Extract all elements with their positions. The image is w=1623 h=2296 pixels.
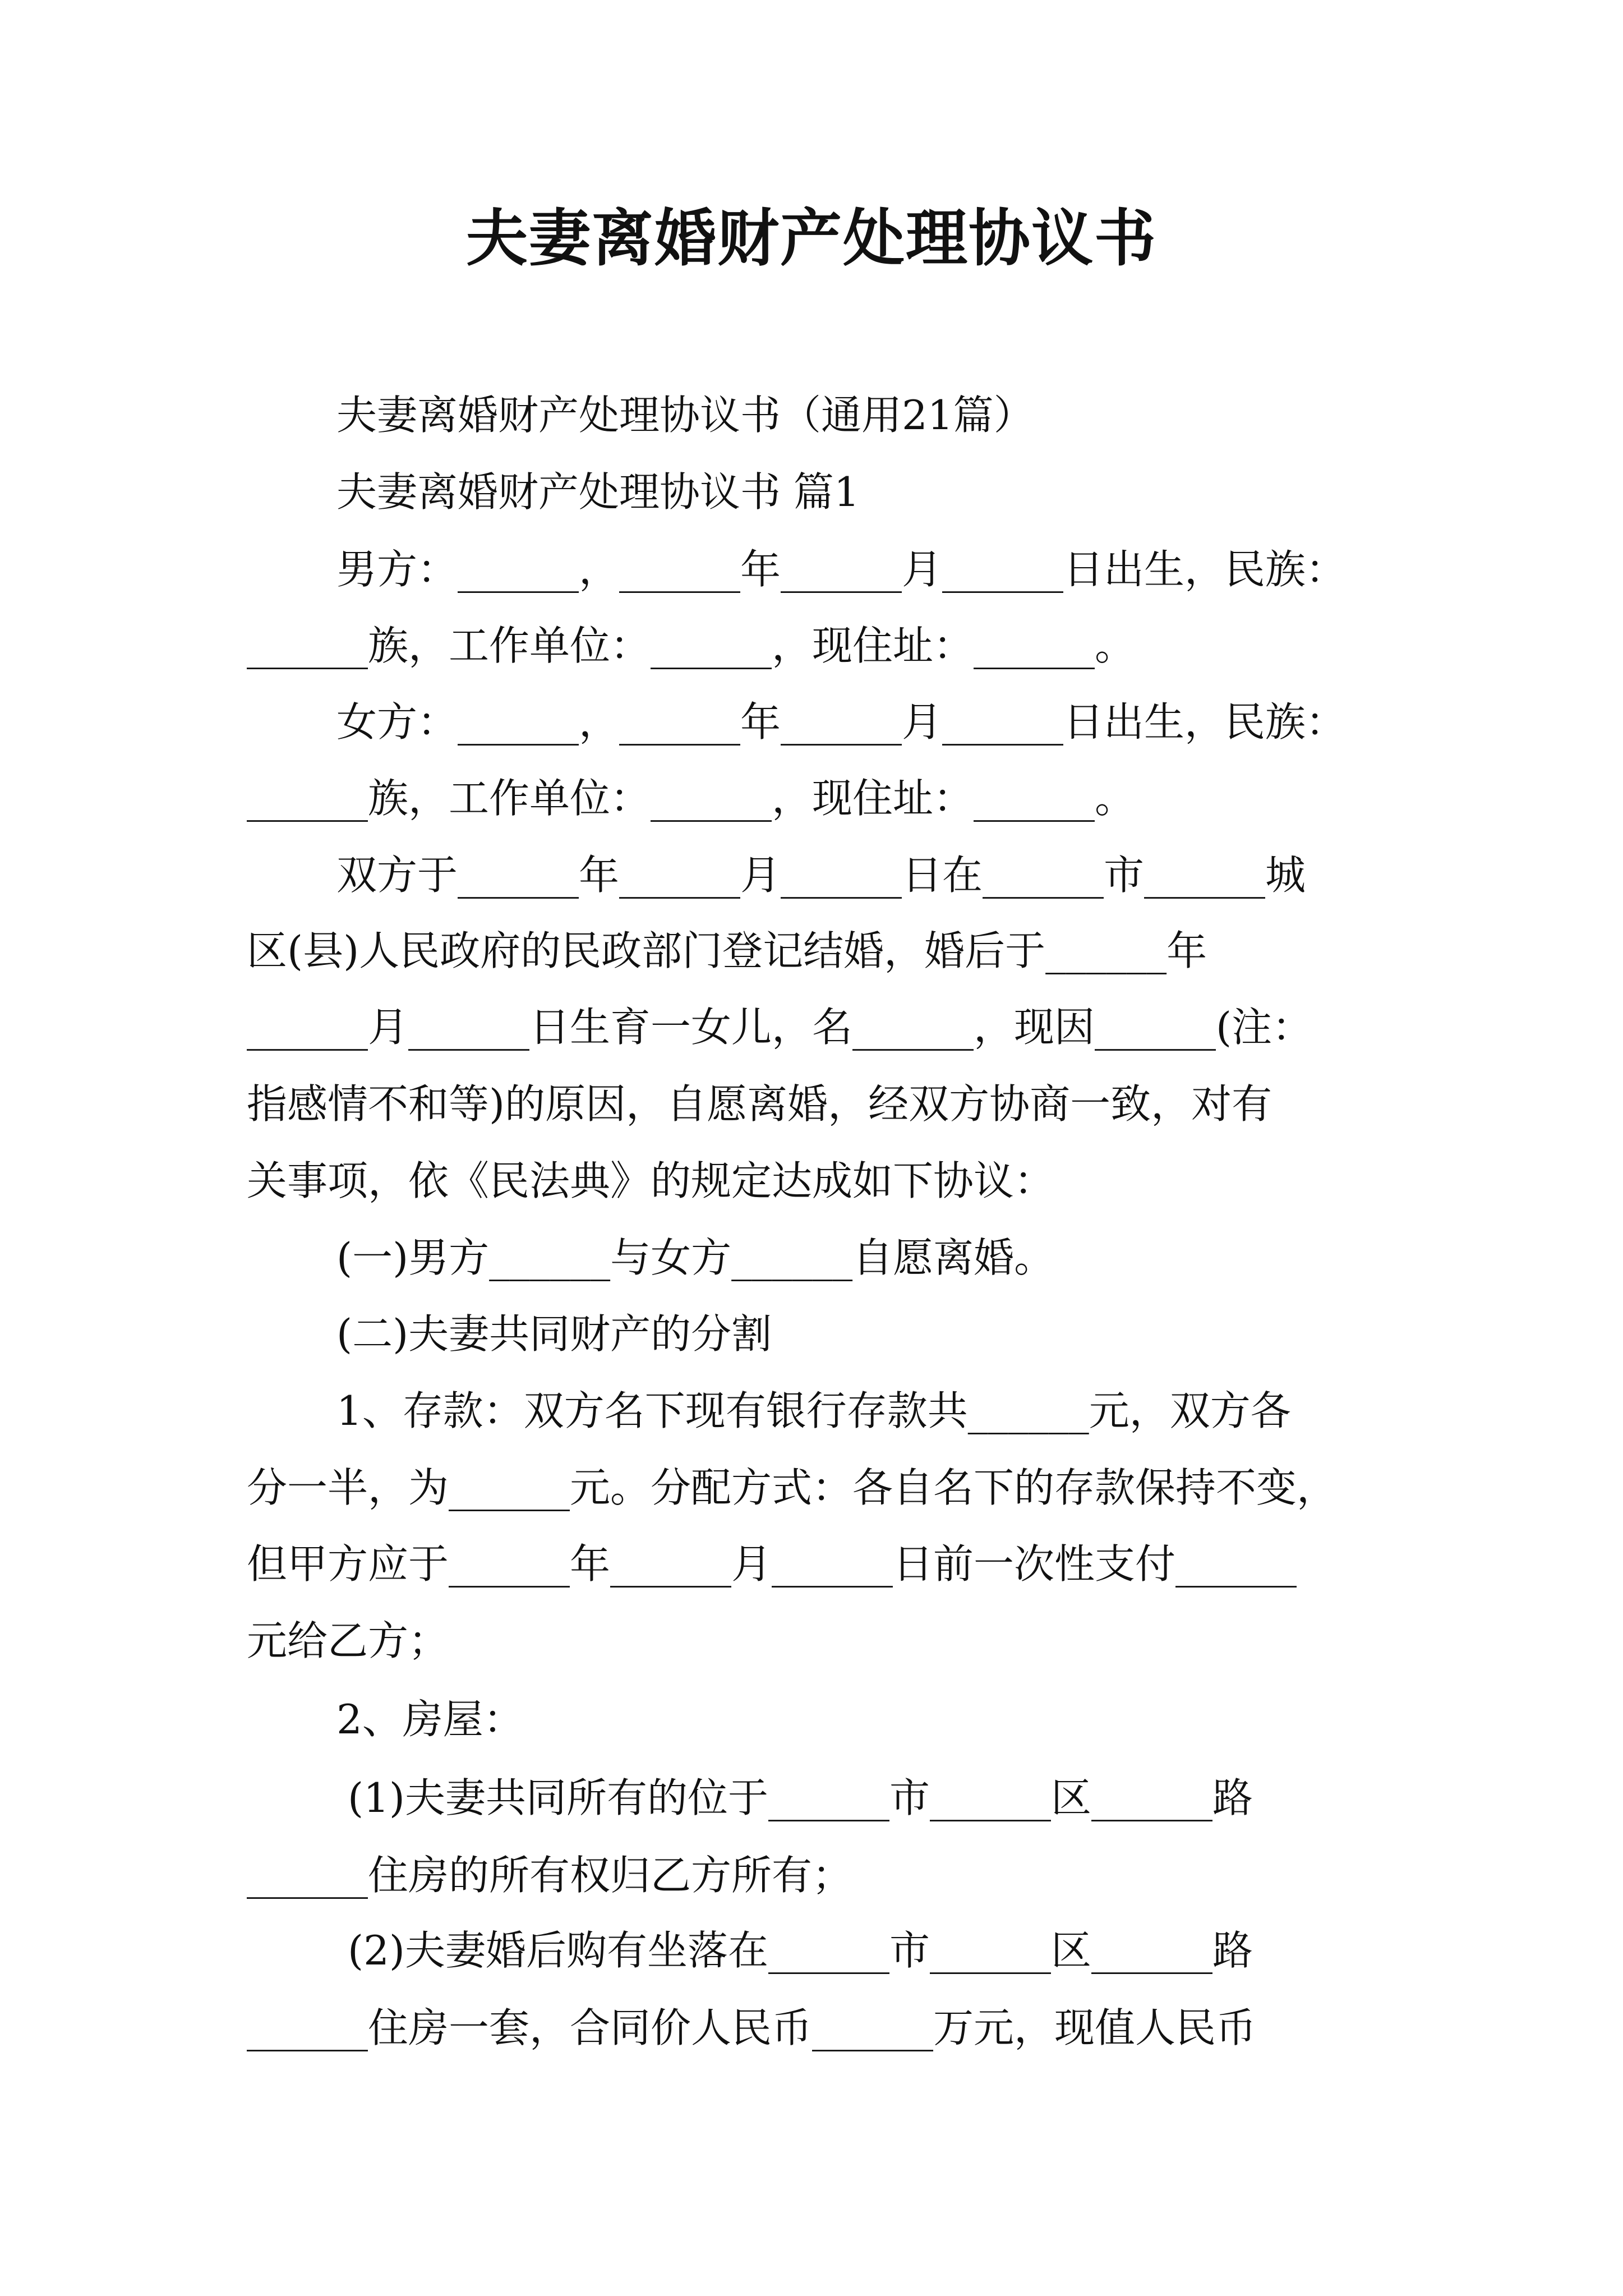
paragraph-line: ______住房一套，合同价人民币______万元，现值人民币 [247, 2004, 1257, 2051]
paragraph-line: 但甲方应于______年______月______日前一次性支付______ [247, 1540, 1297, 1588]
clause-line: (一)男方______与女方______自愿离婚。 [336, 1234, 1055, 1281]
paragraph-line: 指感情不和等)的原因，自愿离婚，经双方协商一致，对有 [247, 1080, 1272, 1128]
clause-line: 2、房屋： [336, 1696, 524, 1743]
paragraph-line: ______族，工作单位：______，现住址：______。 [247, 775, 1136, 822]
paragraph-line: 元给乙方； [247, 1617, 449, 1664]
paragraph-line: 女方：______，______年______月______日出生，民族： [336, 698, 1347, 746]
document-title: 夫妻离婚财产处理协议书 [466, 202, 1157, 274]
paragraph-line: 分一半，为______元。分配方式：各自名下的存款保持不变， [247, 1464, 1338, 1511]
subtitle-line: 夫妻离婚财产处理协议书（通用21篇） [336, 392, 1034, 439]
paragraph-line: 区(县)人民政府的民政部门登记结婚，婚后于______年 [247, 927, 1207, 974]
paragraph-line: (1)夫妻共同所有的位于______市______区______路 [348, 1774, 1253, 1821]
paragraph-line: 男方：______，______年______月______日出生，民族： [336, 546, 1347, 593]
paragraph-line: 1、存款：双方名下现有银行存款共______元，双方各 [336, 1387, 1291, 1434]
paragraph-line: (2)夫妻婚后购有坐落在______市______区______路 [348, 1927, 1253, 1974]
paragraph-line: ______月______日生育一女儿，名______，现因______(注： [247, 1004, 1313, 1051]
paragraph-line: ______族，工作单位：______，现住址：______。 [247, 622, 1136, 669]
paragraph-line: ______住房的所有权归乙方所有； [247, 1852, 853, 1899]
section-heading: 夫妻离婚财产处理协议书 篇1 [336, 468, 860, 516]
paragraph-line: 双方于______年______月______日在______市______城 [336, 852, 1306, 899]
paragraph-line: 关事项，依《民法典》的规定达成如下协议： [247, 1157, 1055, 1204]
clause-line: (二)夫妻共同财产的分割 [336, 1310, 772, 1358]
